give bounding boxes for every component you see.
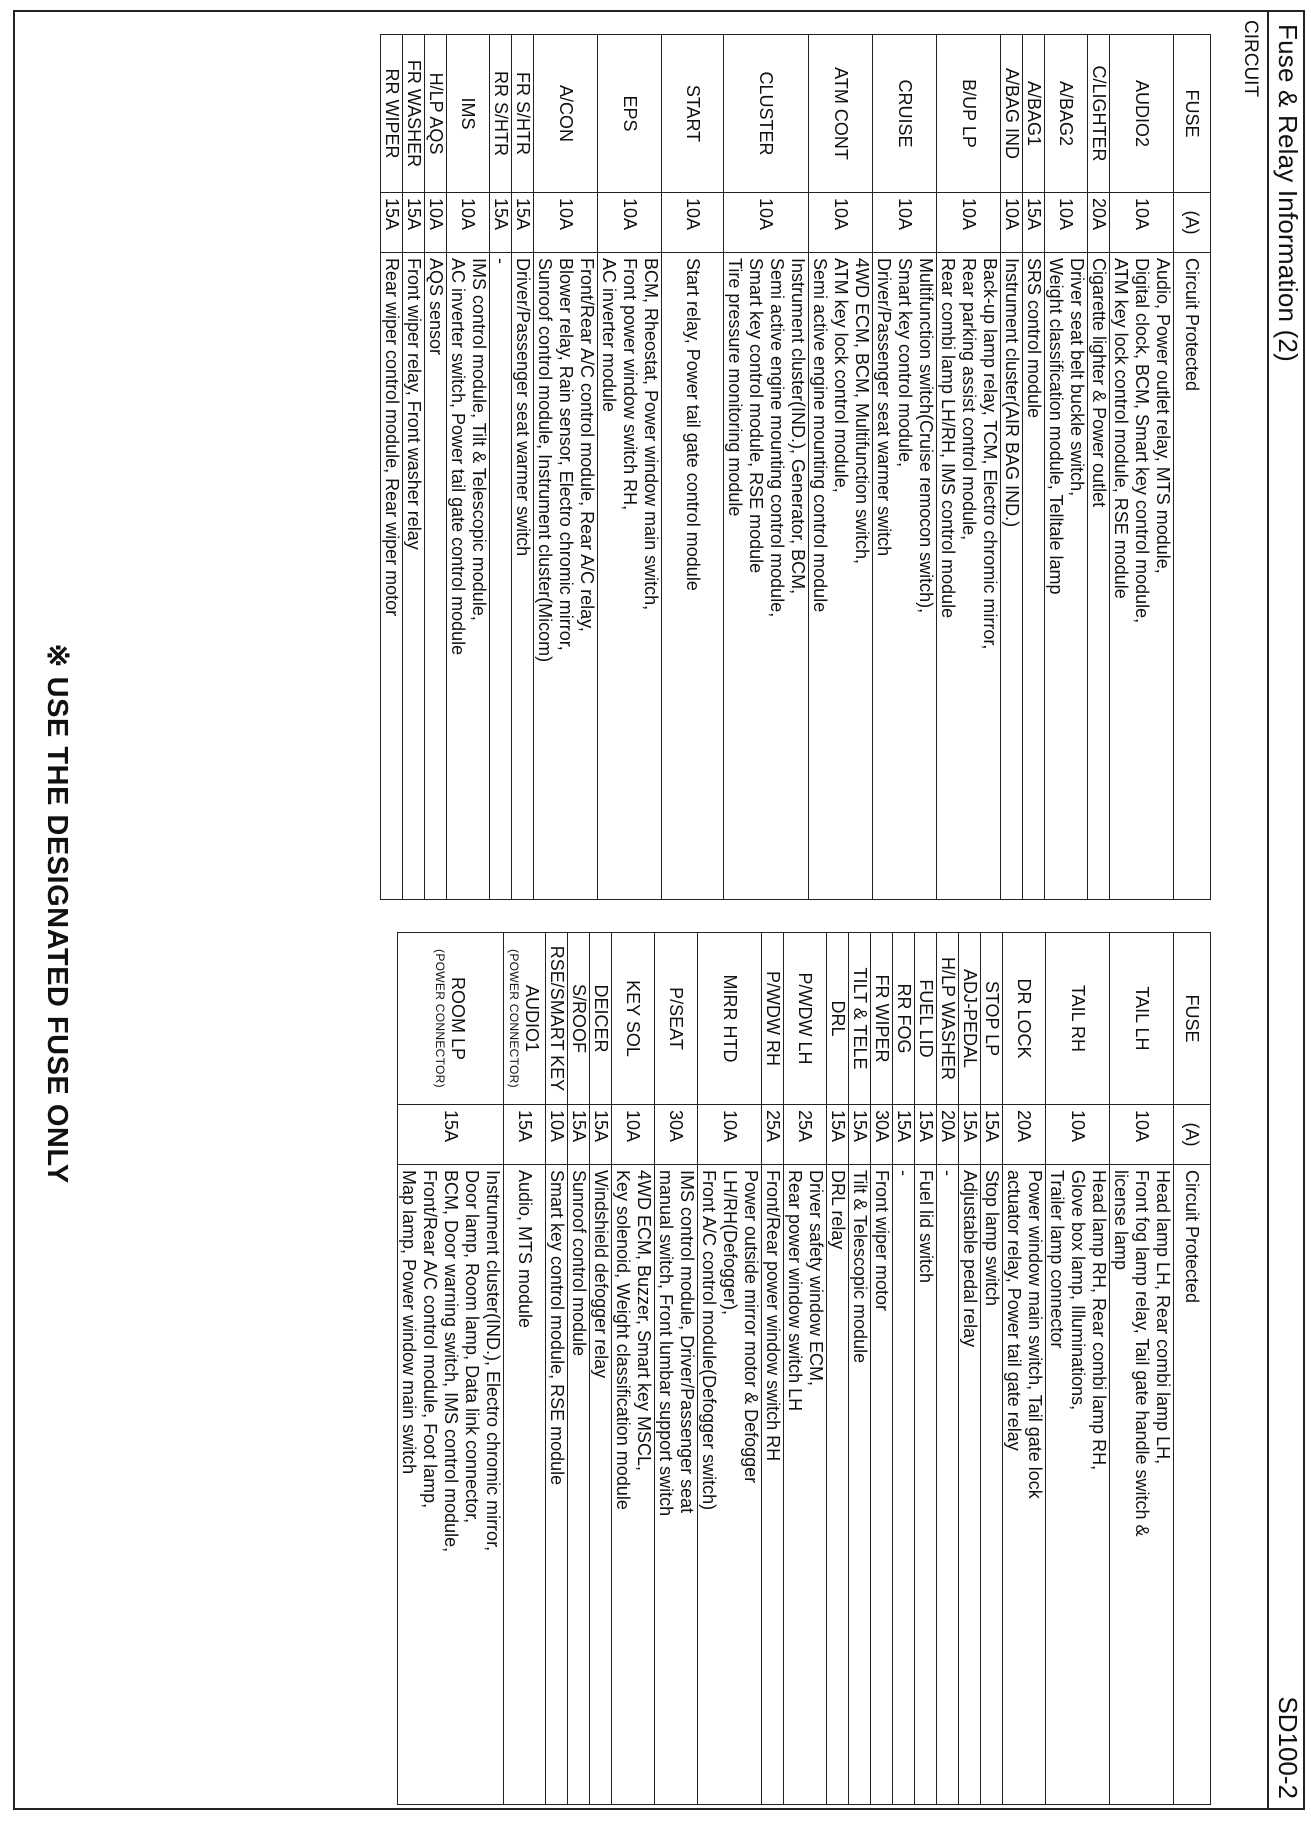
- fuse-name-cell: [425, 35, 447, 193]
- circuit-line: -: [491, 258, 511, 264]
- circuit-line: Driver safety window ECM,: [806, 1170, 826, 1387]
- circuit-protected-cell: [827, 1165, 849, 1805]
- circuit-line: BCM, Rheostat, Power window main switch,: [641, 258, 661, 611]
- circuit-protected-cell: [1110, 1165, 1174, 1805]
- header-circuit: Circuit Protected: [1174, 1165, 1211, 1805]
- fuse-name-cell: [1023, 35, 1045, 193]
- circuit-line: SRS control module: [1024, 258, 1044, 419]
- fuse-name: S/ROOF: [569, 983, 589, 1053]
- fuse-name-cell: [1110, 933, 1174, 1105]
- fuse-name-cell: [827, 933, 849, 1105]
- table-row: [809, 35, 873, 900]
- fuse-name: RR S/HTR: [491, 71, 511, 156]
- section-label: CIRCUIT: [1240, 20, 1261, 98]
- fuse-amp: 10A: [534, 193, 598, 253]
- circuit-protected-cell: [612, 1165, 655, 1805]
- fuse-name: CRUISE: [895, 79, 915, 148]
- fuse-name: A/BAG IND: [1002, 67, 1022, 160]
- fuse-name: TAIL LH: [1132, 986, 1152, 1051]
- circuit-line: Instrument cluster(IND.), Generator, BCM,: [788, 258, 808, 595]
- table-row: [534, 35, 598, 900]
- fuse-name: RR FOG: [894, 983, 914, 1054]
- fuse-amp: 15A: [504, 1105, 546, 1165]
- fuse-amp: 30A: [655, 1105, 698, 1165]
- table-row: [871, 933, 893, 1805]
- circuit-protected-cell: [662, 253, 724, 900]
- circuit-line: ATM key lock control module, RSE module: [1111, 258, 1131, 599]
- table-row: [655, 933, 698, 1805]
- fuse-name: C/LIGHTER: [1089, 65, 1109, 162]
- fuse-name: TAIL RH: [1068, 984, 1088, 1052]
- fuse-amp: 10A: [724, 193, 809, 253]
- fuse-name-cell: [655, 933, 698, 1105]
- page-title: Fuse & Relay Information (2): [1273, 24, 1303, 362]
- circuit-line: Front power window switch RH,: [620, 258, 640, 511]
- circuit-line: Head lamp LH, Rear combi lamp LH,: [1153, 1170, 1173, 1465]
- circuit-line: Driver/Passenger seat warmer switch: [874, 258, 894, 557]
- fuse-name-cell: [784, 933, 827, 1105]
- circuit-protected-cell: [568, 1165, 590, 1805]
- circuit-line: Cigarette lighter & Power outlet: [1089, 258, 1109, 508]
- header-amp: (A): [1174, 1105, 1211, 1165]
- circuit-line: Front fog lamp relay, Tail gate handle switch &: [1132, 1170, 1152, 1537]
- fuse-name: B/UP LP: [959, 79, 979, 148]
- circuit-protected-cell: [512, 253, 534, 900]
- circuit-protected-cell: [381, 253, 403, 900]
- circuit-line: LH/RH(Defogger),: [720, 1170, 740, 1316]
- fuse-amp: 15A: [490, 193, 512, 253]
- table-row: [1023, 35, 1045, 900]
- fuse-name: IMS: [458, 97, 479, 130]
- circuit-line: Audio, MTS module: [515, 1170, 535, 1329]
- circuit-protected-cell: [959, 1165, 981, 1805]
- header-amp: (A): [1174, 193, 1211, 253]
- circuit-line: Windshield defogger relay: [591, 1170, 611, 1379]
- circuit-protected-cell: [981, 1165, 1003, 1805]
- fuse-amp: 10A: [1001, 193, 1023, 253]
- fuse-name: TILT & TELE: [850, 967, 870, 1070]
- fuse-name-cell: [698, 933, 762, 1105]
- circuit-protected-cell: [893, 1165, 915, 1805]
- fuse-amp: 10A: [937, 193, 1001, 253]
- fuse-name-cell: [512, 35, 534, 193]
- circuit-line: Front/Rear A/C control module, Foot lamp,: [420, 1170, 440, 1509]
- circuit-protected-cell: [1046, 1165, 1110, 1805]
- fuse-name-cell: [1110, 35, 1174, 193]
- header-circuit: Circuit Protected: [1174, 253, 1211, 900]
- fuse-amp: 15A: [827, 1105, 849, 1165]
- table-row: [959, 933, 981, 1805]
- fuse-name-cell: [612, 933, 655, 1105]
- fuse-name-cell: [398, 933, 504, 1105]
- fuse-name-cell: [568, 933, 590, 1105]
- fuse-name: START: [683, 84, 703, 143]
- circuit-line: Front/Rear A/C control module, Rear A/C relay,: [577, 258, 597, 632]
- fuse-name-cell: [662, 35, 724, 193]
- fuse-amp: 15A: [381, 193, 403, 253]
- circuit-line: Multifunction switch(Cruise remocon switch),: [916, 258, 936, 614]
- circuit-line: manual switch, Front lumbar support switch: [656, 1170, 676, 1517]
- circuit-protected-cell: [534, 253, 598, 900]
- circuit-line: Rear parking assist control module,: [959, 258, 979, 541]
- circuit-line: Digital clock, BCM, Smart key control module,: [1132, 258, 1152, 624]
- table-row: [381, 35, 403, 900]
- fuse-name-cell: [893, 933, 915, 1105]
- table-row: [937, 35, 1001, 900]
- circuit-line: -: [894, 1170, 914, 1176]
- fuse-name-cell: [937, 933, 959, 1105]
- circuit-line: Map lamp, Power window main switch: [399, 1170, 419, 1475]
- fuse-amp: 10A: [1110, 193, 1174, 253]
- fuse-amp: 10A: [612, 1105, 655, 1165]
- fuse-amp: 10A: [809, 193, 873, 253]
- table-row: [915, 933, 937, 1805]
- fuse-amp: 20A: [937, 1105, 959, 1165]
- circuit-line: Power window main switch, Tail gate lock: [1025, 1170, 1045, 1499]
- header-fuse: FUSE: [1174, 933, 1211, 1105]
- circuit-line: AC inverter module: [599, 258, 619, 413]
- circuit-protected-cell: [762, 1165, 784, 1805]
- fuse-amp: 10A: [873, 193, 937, 253]
- circuit-line: Glove box lamp, Illuminations,: [1068, 1170, 1088, 1411]
- circuit-protected-cell: [546, 1165, 568, 1805]
- table-row: [724, 35, 809, 900]
- fuse-name-cell: [762, 933, 784, 1105]
- circuit-line: -: [938, 1170, 958, 1176]
- circuit-line: Smart key control module, RSE module: [547, 1170, 567, 1486]
- fuse-name-cell: [490, 35, 512, 193]
- fuse-amp: 10A: [1110, 1105, 1174, 1165]
- fuse-amp: 15A: [512, 193, 534, 253]
- circuit-line: Semi active engine mounting control module,: [767, 258, 787, 618]
- circuit-line: Trailer lamp connector: [1047, 1170, 1067, 1349]
- fuse-name: DRL: [828, 1000, 848, 1037]
- table-row: [546, 933, 568, 1805]
- fuse-name-cell: [809, 35, 873, 193]
- circuit-protected-cell: [1045, 253, 1088, 900]
- table-row: [1001, 35, 1023, 900]
- fuse-amp: 10A: [425, 193, 447, 253]
- fuse-name: P/SEAT: [666, 987, 687, 1050]
- fuse-table-left-body: [381, 35, 1211, 900]
- circuit-protected-cell: [403, 253, 425, 900]
- circuit-line: Tire pressure monitoring module: [725, 258, 745, 517]
- fuse-name: STOP LP: [982, 980, 1002, 1057]
- circuit-line: Door lamp, Room lamp, Data link connector,: [462, 1170, 482, 1524]
- circuit-line: Sunroof control module: [569, 1170, 589, 1357]
- fuse-name-cell: [871, 933, 893, 1105]
- circuit-protected-cell: [1003, 1165, 1046, 1805]
- fuse-name-cell: [546, 933, 568, 1105]
- circuit-protected-cell: [1023, 253, 1045, 900]
- circuit-line: Back-up lamp relay, TCM, Electro chromic mirror,: [980, 258, 1000, 650]
- fuse-name: FR S/HTR: [513, 72, 533, 155]
- fuse-table-left: [380, 34, 1211, 900]
- table-row: [512, 35, 534, 900]
- fuse-name: A/CON: [556, 84, 576, 142]
- fuse-name: H/LP WASHER: [938, 956, 958, 1081]
- circuit-protected-cell: [1088, 253, 1110, 900]
- circuit-line: Instrument cluster(AIR BAG IND.): [1002, 258, 1022, 528]
- table-row: [1110, 35, 1174, 900]
- table-row: [1110, 933, 1174, 1805]
- designated-fuse-notice: ※ USE THE DESIGNATED FUSE ONLY: [41, 643, 73, 1184]
- fuse-name: KEY SOL: [623, 980, 644, 1057]
- circuit-line: Smart key control module, RSE module: [746, 258, 766, 574]
- fuse-name: RR WIPER: [382, 68, 402, 159]
- table-row: [662, 35, 724, 900]
- fuse-name: MIRR HTD: [720, 974, 740, 1063]
- table-row: [590, 933, 612, 1805]
- circuit-protected-cell: [698, 1165, 762, 1805]
- table-row: [1003, 933, 1046, 1805]
- fuse-name-cell: [1045, 35, 1088, 193]
- fuse-amp: 15A: [959, 1105, 981, 1165]
- fuse-name: P/WDW LH: [795, 972, 816, 1065]
- table-row: [784, 933, 827, 1805]
- fuse-name: H/LP AQS: [426, 72, 446, 155]
- fuse-amp: 15A: [568, 1105, 590, 1165]
- circuit-line: Driver seat belt buckle switch,: [1067, 258, 1087, 497]
- fuse-name-cell: [1003, 933, 1046, 1105]
- fuse-amp: 15A: [893, 1105, 915, 1165]
- circuit-line: actuator relay, Power tail gate relay: [1004, 1170, 1024, 1451]
- table-row: [403, 35, 425, 900]
- circuit-line: Start relay, Power tail gate control module: [683, 258, 703, 591]
- circuit-protected-cell: [490, 253, 512, 900]
- circuit-protected-cell: [784, 1165, 827, 1805]
- fuse-name-cell: [937, 35, 1001, 193]
- table-row: [425, 35, 447, 900]
- circuit-line: license lamp: [1111, 1170, 1131, 1271]
- fuse-name: DR LOCK: [1014, 978, 1035, 1059]
- fuse-name-cell: [504, 933, 546, 1105]
- table-row: [937, 933, 959, 1805]
- circuit-line: ATM key lock control module,: [831, 258, 851, 493]
- circuit-protected-cell: [809, 253, 873, 900]
- table-row: [612, 933, 655, 1805]
- table-row: [849, 933, 871, 1805]
- circuit-line: Blower relay, Rain sensor, Electro chromic mirror,: [556, 258, 576, 651]
- circuit-line: Tilt & Telescopic module: [850, 1170, 870, 1364]
- fuse-name-cell: [1046, 933, 1110, 1105]
- fuse-name: ADJ-PEDAL: [960, 968, 980, 1069]
- fuse-amp: 25A: [762, 1105, 784, 1165]
- circuit-protected-cell: [937, 1165, 959, 1805]
- circuit-line: Sunroof control module, Instrument cluster(Micom): [535, 258, 555, 663]
- fuse-name-cell: [403, 35, 425, 193]
- table-row: [1088, 35, 1110, 900]
- table-row: [490, 35, 512, 900]
- fuse-amp: 20A: [1003, 1105, 1046, 1165]
- table-header-row: [1174, 933, 1211, 1805]
- circuit-line: Front/Rear power window switch RH: [763, 1170, 783, 1462]
- fuse-amp: 25A: [784, 1105, 827, 1165]
- fuse-name: AUDIO2: [1132, 79, 1152, 148]
- fuse-amp: 20A: [1088, 193, 1110, 253]
- circuit-protected-cell: [504, 1165, 546, 1805]
- circuit-line: AC inverter switch, Power tail gate control module: [448, 258, 468, 656]
- fuse-name-cell: [534, 35, 598, 193]
- fuse-amp: 15A: [403, 193, 425, 253]
- fuse-amp: 10A: [1046, 1105, 1110, 1165]
- circuit-protected-cell: [1001, 253, 1023, 900]
- table-row: [568, 933, 590, 1805]
- fuse-subnote: (POWER CONNECTOR): [433, 949, 447, 1088]
- table-row: [1046, 933, 1110, 1805]
- fuse-amp: 10A: [598, 193, 662, 253]
- table-row: [873, 35, 937, 900]
- circuit-protected-cell: [871, 1165, 893, 1805]
- circuit-line: Rear combi lamp LH/RH, IMS control module: [938, 258, 958, 619]
- fuse-name: FR WASHER: [404, 59, 424, 168]
- fuse-amp: 10A: [662, 193, 724, 253]
- fuse-name-cell: [590, 933, 612, 1105]
- circuit-line: Stop lamp switch: [982, 1170, 1002, 1307]
- fuse-amp: 10A: [1045, 193, 1088, 253]
- fuse-name-cell: [598, 35, 662, 193]
- fuse-amp: 15A: [590, 1105, 612, 1165]
- fuse-amp: 10A: [546, 1105, 568, 1165]
- circuit-line: Rear wiper control module, Rear wiper motor: [382, 258, 402, 617]
- circuit-protected-cell: [398, 1165, 504, 1805]
- fuse-amp: 30A: [871, 1105, 893, 1165]
- circuit-protected-cell: [873, 253, 937, 900]
- circuit-protected-cell: [590, 1165, 612, 1805]
- circuit-line: Adjustable pedal relay: [960, 1170, 980, 1348]
- fuse-name-cell: [724, 35, 809, 193]
- fuse-amp: 15A: [1023, 193, 1045, 253]
- fuse-name: ATM CONT: [831, 67, 851, 160]
- circuit-line: IMS control module, Driver/Passenger seat: [677, 1170, 697, 1514]
- circuit-protected-cell: [1110, 253, 1174, 900]
- table-row: [827, 933, 849, 1805]
- header-fuse: FUSE: [1174, 35, 1211, 193]
- header-rule: [1267, 10, 1269, 1810]
- circuit-line: Smart key control module,: [895, 258, 915, 468]
- table-row: [981, 933, 1003, 1805]
- fuse-name: AUDIO1: [522, 984, 542, 1053]
- fuse-name: A/BAG1: [1024, 80, 1044, 147]
- circuit-protected-cell: [598, 253, 662, 900]
- circuit-line: DRL relay: [828, 1170, 848, 1250]
- circuit-protected-cell: [655, 1165, 698, 1805]
- fuse-name-cell: [381, 35, 403, 193]
- circuit-line: Power outside mirror motor & Defogger: [741, 1170, 761, 1484]
- fuse-table-right: [397, 932, 1211, 1805]
- table-row: [1045, 35, 1088, 900]
- fuse-name-cell: [1088, 35, 1110, 193]
- circuit-line: Key solenoid, Weight classification module: [613, 1170, 633, 1510]
- circuit-protected-cell: [724, 253, 809, 900]
- circuit-protected-cell: [425, 253, 447, 900]
- fuse-name-cell: [447, 35, 490, 193]
- fuse-name: FUEL LID: [916, 979, 936, 1058]
- fuse-name-cell: [873, 35, 937, 193]
- circuit-line: BCM, Door warning switch, IMS control module,: [441, 1170, 461, 1553]
- circuit-protected-cell: [915, 1165, 937, 1805]
- circuit-line: Front A/C control module(Defogger switch): [699, 1170, 719, 1511]
- fuse-name: A/BAG2: [1056, 80, 1077, 147]
- fuse-name-cell: [981, 933, 1003, 1105]
- fuse-name: EPS: [620, 95, 640, 132]
- fuse-name-cell: [849, 933, 871, 1105]
- circuit-line: Weight classification module, Telltale lamp: [1046, 258, 1066, 595]
- table-row: [447, 35, 490, 900]
- table-row: [504, 933, 546, 1805]
- fuse-amp: 10A: [447, 193, 490, 253]
- table-row: [398, 933, 504, 1805]
- table-row: [698, 933, 762, 1805]
- circuit-line: Front wiper relay, Front washer relay: [404, 258, 424, 550]
- circuit-line: Semi active engine mounting control module: [810, 258, 830, 613]
- page-code: SD100-2: [1273, 1696, 1303, 1799]
- fuse-subnote: (POWER CONNECTOR): [507, 949, 521, 1088]
- table-row: [598, 35, 662, 900]
- circuit-line: 4WD ECM, Buzzer, Smart key MSCL,: [634, 1170, 654, 1472]
- circuit-protected-cell: [849, 1165, 871, 1805]
- circuit-line: Rear power window switch LH: [785, 1170, 805, 1412]
- circuit-line: AQS sensor: [426, 258, 446, 356]
- fuse-amp: 10A: [698, 1105, 762, 1165]
- circuit-line: 4WD ECM, BCM, Multifunction switch,: [852, 258, 872, 565]
- circuit-line: Front wiper motor: [872, 1170, 892, 1312]
- circuit-line: Head lamp RH, Rear combi lamp RH,: [1089, 1170, 1109, 1471]
- fuse-name: CLUSTER: [756, 71, 777, 156]
- fuse-name-cell: [915, 933, 937, 1105]
- fuse-name: RSE/SMART KEY: [547, 945, 567, 1092]
- circuit-line: Driver/Passenger seat warmer switch: [513, 258, 533, 557]
- fuse-name-cell: [959, 933, 981, 1105]
- circuit-line: IMS control module, Tilt & Telescopic module,: [469, 258, 489, 621]
- fuse-name-cell: [1001, 35, 1023, 193]
- fuse-name: DEICER: [591, 984, 611, 1053]
- fuse-amp: 15A: [981, 1105, 1003, 1165]
- circuit-line: Fuel lid switch: [916, 1170, 936, 1284]
- circuit-protected-cell: [447, 253, 490, 900]
- circuit-line: Instrument cluster(IND.), Electro chromic mirror,: [483, 1170, 503, 1552]
- fuse-name: P/WDW RH: [763, 971, 783, 1066]
- circuit-line: Audio, Power outlet relay, MTS module,: [1153, 258, 1173, 574]
- fuse-amp: 15A: [849, 1105, 871, 1165]
- table-header-row: [1174, 35, 1211, 900]
- fuse-name: FR WIPER: [872, 974, 892, 1063]
- table-row: [762, 933, 784, 1805]
- fuse-table-right-body: [398, 933, 1211, 1805]
- fuse-name: ROOM LP: [448, 976, 468, 1060]
- fuse-amp: 15A: [915, 1105, 937, 1165]
- circuit-protected-cell: [937, 253, 1001, 900]
- fuse-amp: 15A: [398, 1105, 504, 1165]
- table-row: [893, 933, 915, 1805]
